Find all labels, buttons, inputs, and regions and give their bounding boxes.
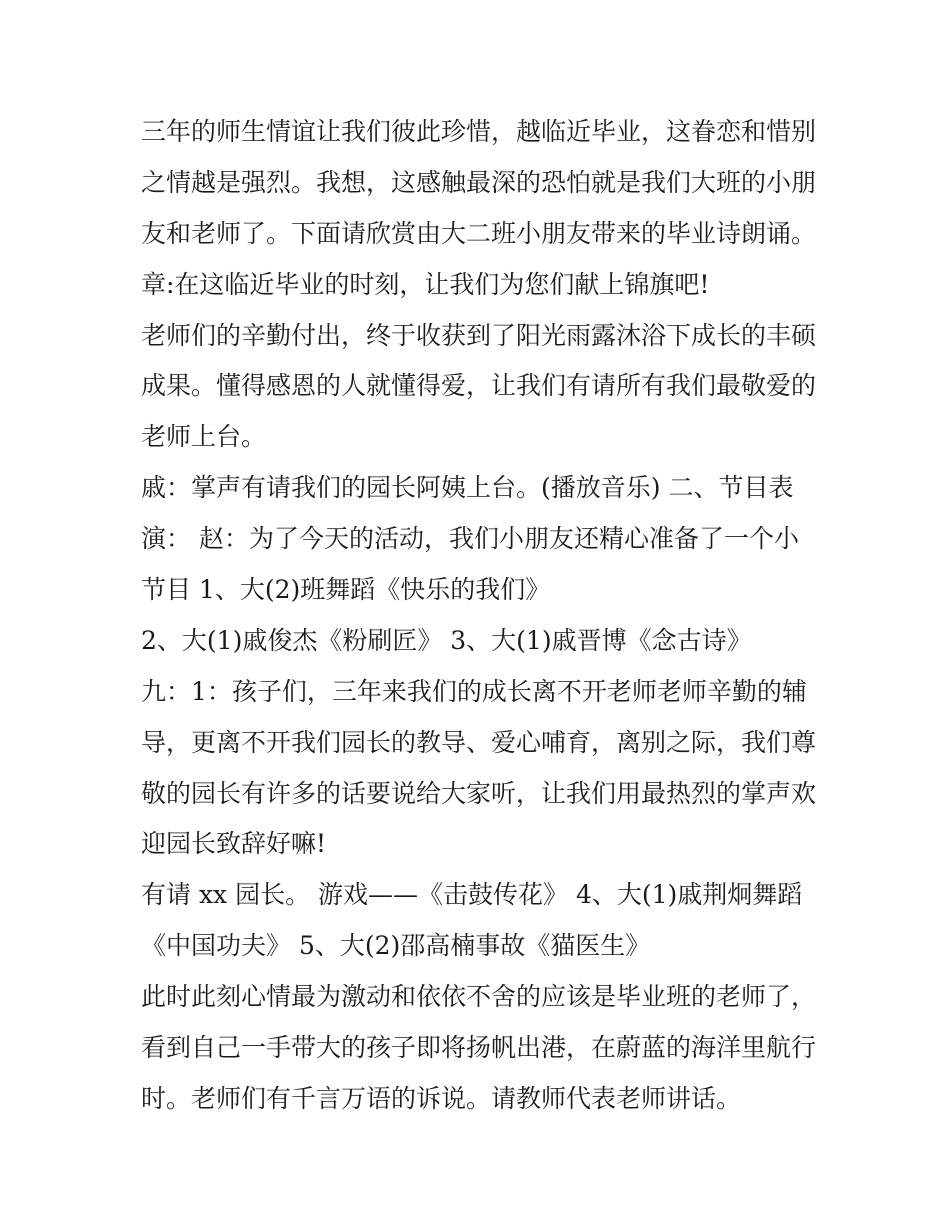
text-line: 看到自己一手带大的孩子即将扬帆出港，在蔚蓝的海洋里航行 — [141, 1033, 817, 1063]
text-line: 演： 赵：为了今天的活动，我们小朋友还精心准备了一个小 — [141, 524, 799, 554]
text-line: 时。老师们有千言万语的诉说。请教师代表老师讲话。 — [141, 1083, 742, 1113]
document-body — [141, 107, 821, 1125]
text-line: 成果。懂得感恩的人就懂得爱，让我们有请所有我们最敬爱的 — [141, 371, 817, 401]
text-line: 三年的师生情谊让我们彼此珍惜，越临近毕业，这眷恋和惜别 — [141, 117, 817, 146]
text-line: 章:在这临近毕业的时刻，让我们为您们献上锦旗吧! — [141, 269, 710, 299]
text-line: 友和老师了。下面请欣赏由大二班小朋友带来的毕业诗朗诵。 — [141, 218, 817, 248]
text-line: 老师上台。 — [141, 422, 267, 452]
text-line: 戚：掌声有请我们的园长阿姨上台。(播放音乐) 二、节目表 — [141, 473, 794, 503]
text-line: 节目 1、大(2)班舞蹈《快乐的我们》 — [141, 575, 551, 605]
text-line: 敬的园长有许多的话要说给大家听，让我们用最热烈的掌声欢 — [141, 778, 817, 808]
text-line: 九：1：孩子们，三年来我们的成长离不开老师老师辛勤的辅 — [141, 676, 807, 706]
text-line: 导，更离不开我们园长的教导、爱心哺育，离别之际，我们尊 — [141, 727, 817, 757]
text-line: 有请 xx 园长。 游戏——《击鼓传花》 4、大(1)戚荆炯舞蹈 — [141, 880, 803, 910]
text-line: 迎园长致辞好嘛! — [141, 829, 327, 859]
text-line: 之情越是强烈。我想，这感触最深的恐怕就是我们大班的小朋 — [141, 167, 817, 197]
text-line: 2、大(1)戚俊杰《粉刷匠》 3、大(1)戚晋博《念古诗》 — [141, 625, 752, 655]
text-line: 《中国功夫》 5、大(2)邵高楠事故《猫医生》 — [141, 931, 651, 961]
text-line: 此时此刻心情最为激动和依依不舍的应该是毕业班的老师了， — [141, 982, 817, 1012]
text-line: 老师们的辛勤付出，终于收获到了阳光雨露沐浴下成长的丰硕 — [141, 320, 817, 350]
